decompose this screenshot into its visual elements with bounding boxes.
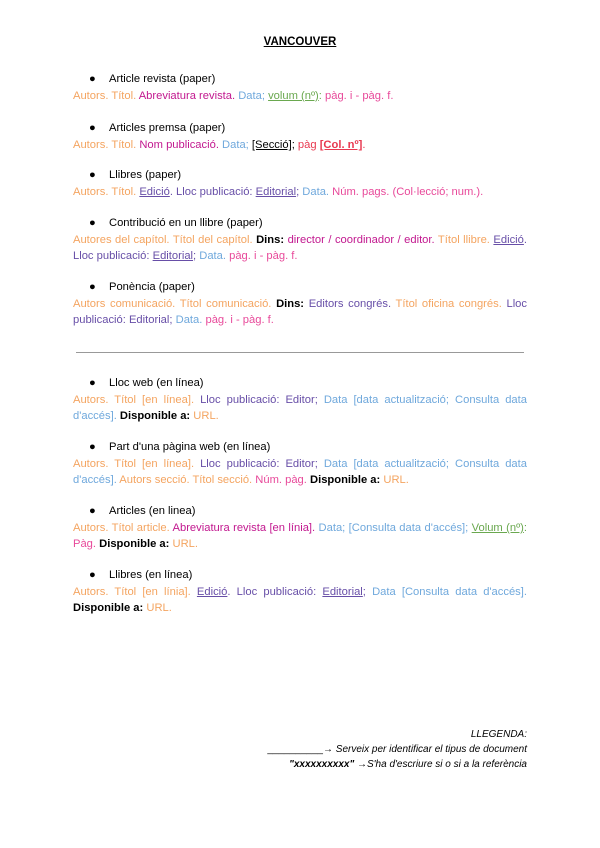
- format-segment: Data [Consulta data d'accés].: [372, 586, 527, 598]
- format-segment: Data [data actualització; Consulta data d'accés].: [73, 458, 527, 486]
- entry-article-revista: [73, 72, 527, 104]
- format-segment: URL.: [172, 538, 198, 550]
- format-segment: Títol llibre.: [437, 234, 494, 246]
- format-segment: Data [data actualització; Consulta data d'accés].: [73, 394, 527, 422]
- format-segment: Títol del capítol.: [172, 234, 257, 246]
- entry-format: [73, 137, 527, 153]
- format-segment: pàg: [297, 139, 320, 151]
- format-segment: pàg. i - pàg. f.: [229, 250, 298, 262]
- format-segment: Editors congrés.: [308, 298, 396, 310]
- format-segment: Núm. pags.: [332, 186, 393, 198]
- format-segment: Títol [en línea].: [114, 394, 201, 406]
- format-segment: pàg. i - pàg. f.: [205, 314, 274, 326]
- section-divider: [76, 352, 524, 353]
- format-segment: Títol.: [111, 139, 140, 151]
- format-segment: Disponible a:: [99, 538, 173, 550]
- entry-format: [73, 184, 527, 200]
- format-segment: Nom publicació.: [139, 139, 223, 151]
- legend-line-underline: [267, 742, 527, 757]
- entry-articles-linea: [73, 504, 527, 552]
- entry-format: [73, 456, 527, 488]
- format-segment: Data.: [199, 250, 230, 262]
- entry-ponencia: [73, 280, 527, 328]
- format-segment: Abreviatura revista [en línia].: [172, 522, 319, 534]
- format-segment: :: [523, 522, 528, 534]
- format-segment: Lloc publicació: Editor;: [200, 458, 324, 470]
- entry-contribucio-llibre: [73, 216, 527, 264]
- entry-format: [73, 392, 527, 424]
- format-segment: URL.: [146, 602, 172, 614]
- entry-heading: Part d'una pàgina web (en línea): [109, 441, 271, 453]
- format-segment: Autores del capítol.: [73, 234, 173, 246]
- format-segment: Autors.: [73, 90, 112, 102]
- format-segment: Dins:: [276, 298, 309, 310]
- bullet-icon: ●: [89, 377, 96, 389]
- format-segment: (Col·lecció; num.).: [392, 186, 484, 198]
- bullet-icon: ●: [89, 217, 96, 229]
- entry-llibres-paper: [73, 168, 527, 200]
- format-segment: Títol oficina congrés.: [395, 298, 507, 310]
- legend: [267, 727, 527, 772]
- format-segment: Autors.: [73, 458, 115, 470]
- entry-llibres-linea: [73, 568, 527, 616]
- page-title: VANCOUVER: [263, 36, 337, 48]
- format-segment: Lloc publicació: Editor;: [200, 394, 324, 406]
- format-segment: . Lloc publicació:: [227, 586, 323, 598]
- format-segment: Lloc publicació: Editorial;: [73, 298, 527, 326]
- format-segment: Editorial: [255, 186, 297, 198]
- entry-heading: Articles (en linea): [109, 505, 196, 517]
- entry-heading: Llibres (paper): [109, 169, 182, 181]
- format-segment: Pàg.: [73, 538, 100, 550]
- bullet-icon: ●: [89, 441, 96, 453]
- entry-heading: Contribució en un llibre (paper): [109, 217, 263, 229]
- format-segment: Edició: [139, 186, 170, 198]
- format-segment: ;: [291, 139, 298, 151]
- format-segment: Abreviatura revista: [138, 90, 232, 102]
- format-segment: Disponible a:: [310, 474, 384, 486]
- format-segment: Autors.: [73, 394, 115, 406]
- format-segment: Títol secció.: [192, 474, 256, 486]
- entry-format: [73, 584, 527, 616]
- format-segment: :: [318, 90, 326, 102]
- format-segment: Editorial: [322, 586, 363, 598]
- format-segment: Títol.: [111, 186, 140, 198]
- legend-mark: "xxxxxxxxxx": [289, 759, 355, 770]
- format-segment: [Col. nº]: [319, 139, 363, 151]
- format-segment: . Lloc publicació:: [169, 186, 256, 198]
- format-segment: Data;: [238, 90, 269, 102]
- legend-text: →S'ha d'escriure si o si a la referència: [354, 759, 527, 770]
- format-segment: [Secció]: [251, 139, 292, 151]
- entry-heading: Llibres (en línea): [109, 569, 193, 581]
- format-segment: .: [232, 90, 239, 102]
- entry-heading: Article revista (paper): [109, 73, 216, 85]
- entry-lloc-web: [73, 376, 527, 424]
- format-segment: Disponible a:: [119, 410, 194, 422]
- legend-title: LLEGENDA:: [470, 729, 527, 740]
- entry-heading: Articles premsa (paper): [109, 122, 226, 134]
- format-segment: Editorial: [152, 250, 194, 262]
- format-segment: Data.: [175, 314, 206, 326]
- entry-part-pagina-web: [73, 440, 527, 488]
- format-segment: Autors.: [73, 139, 112, 151]
- format-segment: Data.: [302, 186, 333, 198]
- entry-heading: Ponència (paper): [109, 281, 195, 293]
- bullet-icon: ●: [89, 122, 96, 134]
- bullet-icon: ●: [89, 569, 96, 581]
- format-segment: Títol comunicació.: [179, 298, 277, 310]
- format-segment: Autors.: [73, 586, 115, 598]
- format-segment: pàg. i - pàg. f.: [325, 90, 394, 102]
- format-segment: ;: [296, 186, 303, 198]
- format-segment: .: [362, 139, 366, 151]
- entry-format: [73, 232, 527, 264]
- format-segment: Disponible a:: [73, 602, 147, 614]
- format-segment: ;: [193, 250, 200, 262]
- format-segment: volum (nº): [268, 90, 319, 102]
- format-segment: Núm. pàg.: [255, 474, 310, 486]
- legend-line-bold: [267, 757, 527, 772]
- bullet-icon: ●: [89, 505, 96, 517]
- format-segment: director / coordinador / editor.: [287, 234, 438, 246]
- format-segment: Dins:: [256, 234, 288, 246]
- entry-format: [73, 520, 527, 552]
- format-segment: Títol.: [111, 90, 139, 102]
- format-segment: URL.: [193, 410, 219, 422]
- format-segment: Autors comunicació.: [73, 298, 180, 310]
- format-segment: Títol article.: [111, 522, 173, 534]
- format-segment: Data;: [222, 139, 252, 151]
- format-segment: . Lloc publicació:: [73, 234, 527, 262]
- format-segment: Volum (nº): [471, 522, 524, 534]
- legend-mark: __________: [267, 744, 323, 755]
- format-segment: Títol [en línia].: [114, 586, 197, 598]
- entry-heading: Lloc web (en línea): [109, 377, 204, 389]
- entry-articles-premsa: [73, 121, 527, 153]
- format-segment: Autors.: [73, 186, 112, 198]
- bullet-icon: ●: [89, 281, 96, 293]
- format-segment: Data; [Consulta data d'accés];: [318, 522, 472, 534]
- format-segment: ;: [362, 586, 373, 598]
- entry-format: [73, 296, 527, 328]
- legend-text: → Serveix per identificar el tipus de document: [323, 744, 527, 755]
- format-segment: Edició: [493, 234, 524, 246]
- format-segment: Autors secció.: [119, 474, 193, 486]
- bullet-icon: ●: [89, 169, 96, 181]
- entry-format: [73, 88, 527, 104]
- format-segment: Títol [en línea].: [114, 458, 201, 470]
- bullet-icon: ●: [89, 73, 96, 85]
- format-segment: Autors.: [73, 522, 112, 534]
- format-segment: Edició: [196, 586, 228, 598]
- format-segment: URL.: [383, 474, 409, 486]
